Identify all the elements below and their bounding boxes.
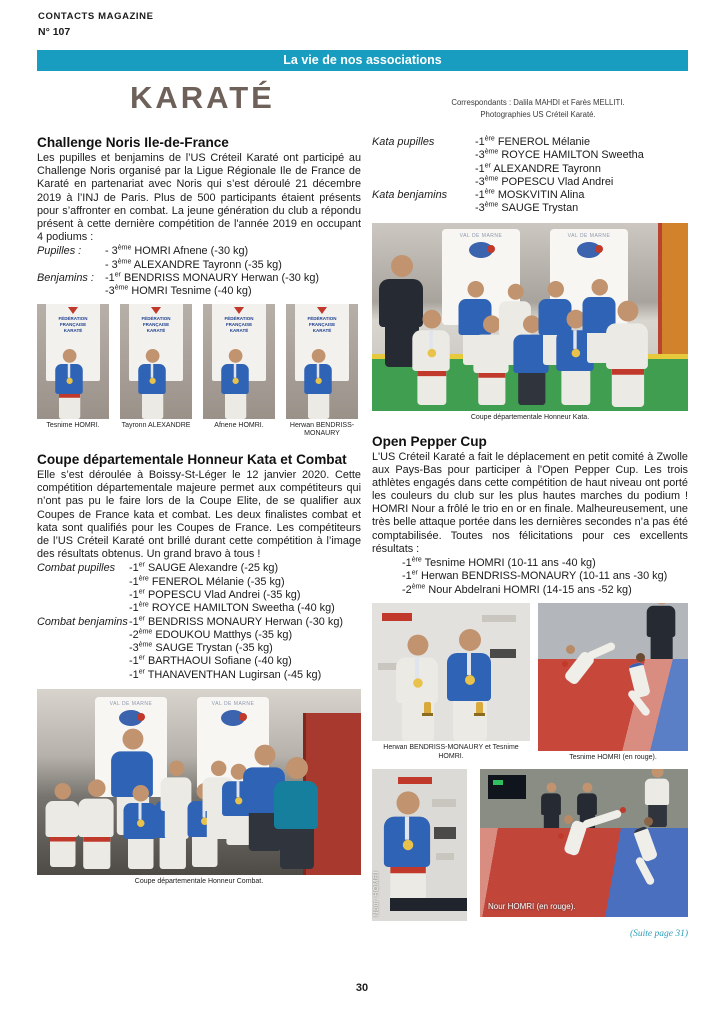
result-entry: -1er BENDRISS MONAURY Herwan (-30 kg) (105, 271, 320, 284)
result-entry: -1er POPESCU Vlad Andrei (-35 kg) (129, 588, 301, 601)
result-entry: -1er BENDRISS MONAURY Herwan (-30 kg) (129, 614, 344, 628)
person-figure (606, 300, 648, 406)
val-de-marne-text: VAL DE MARNE (109, 700, 153, 707)
result-entry: -1ère MOSKVITIN Alina (475, 188, 585, 202)
podium-photo-tesnime (37, 304, 109, 419)
sponsor-tag (382, 613, 412, 621)
result-entry: -2ème EDOUKOU Matthys (-35 kg) (129, 628, 293, 641)
photo-caption: Herwan BENDRISS-MONAURY et Tesnime HOMRI. (383, 743, 519, 760)
result-entry: -3ème SAUGE Trystan (-35 kg) (129, 641, 273, 655)
correspondents (388, 97, 688, 120)
federation-banner-text: FÉDÉRATION FRANÇAISE KARATÉ (224, 315, 254, 333)
person-figure (412, 310, 449, 405)
val-de-marne-logo-icon (469, 242, 493, 258)
val-de-marne-logo-icon (577, 242, 601, 258)
article-heading-pepper: Open Pepper Cup (372, 433, 487, 449)
val-de-marne-logo-icon (119, 710, 143, 726)
person-figure (447, 629, 491, 741)
pepper-figure-1 (372, 603, 530, 762)
photo-caption: Tesnime HOMRI (en rouge). (569, 753, 657, 761)
result-category: Benjamins : (37, 271, 94, 284)
continuation-note: (Suite page 31) (629, 928, 688, 939)
result-entry: - 3ème HOMRI Afnene (-30 kg) (105, 244, 249, 258)
pepper-photo-row (372, 603, 688, 763)
federation-logo-icon (68, 307, 78, 314)
magazine-name: CONTACTS MAGAZINE (38, 11, 154, 22)
result-category: Kata pupilles (372, 136, 435, 148)
result-category: Pupilles : (37, 245, 82, 258)
person-figure (46, 783, 79, 867)
action-photo-nour (480, 769, 688, 917)
result-row (37, 576, 361, 589)
result-category (372, 163, 475, 176)
result-category (37, 589, 129, 602)
result-entry: -1ère Tesnime HOMRI (10-11 ans -40 kg) (402, 556, 596, 570)
photo-caption: Coupe départementale Honneur Combat. (134, 877, 264, 885)
result-row (37, 629, 361, 642)
result-row (37, 669, 361, 682)
result-category (37, 669, 129, 682)
person-figure (396, 635, 438, 741)
results-coupe-kata (372, 136, 688, 216)
result-category (37, 655, 129, 668)
fighter-head (636, 653, 645, 662)
result-row (372, 176, 688, 189)
podium-figure (120, 304, 192, 440)
person-figure (55, 349, 83, 419)
val-de-marne-text: VAL DE MARNE (567, 232, 611, 239)
result-entry: -1er Herwan BENDRISS-MONAURY (10-11 ans -30 kg) (402, 569, 668, 583)
result-row (372, 584, 688, 597)
result-category (37, 602, 129, 615)
photo-caption: Tayronn ALEXANDRE (121, 421, 191, 429)
person-figure (274, 757, 318, 869)
masthead-block (38, 11, 154, 38)
section-banner (37, 50, 688, 71)
podium-figure (203, 304, 275, 440)
podium-figure (286, 304, 358, 440)
person-figure (124, 785, 157, 869)
result-category (37, 576, 129, 589)
red-mitt-icon (558, 833, 564, 839)
trophy-icon (476, 702, 483, 713)
sponsor-band (390, 898, 467, 911)
result-row (37, 589, 361, 602)
federation-logo-icon (151, 307, 161, 314)
result-row (37, 602, 361, 615)
sponsor-tag (490, 649, 516, 658)
result-category (37, 629, 129, 642)
correspondents-line2: Photographies US Créteil Karaté. (480, 109, 596, 119)
result-row (37, 655, 361, 668)
right-column (372, 135, 688, 939)
article-body-pepper: L'US Créteil Karaté a fait le déplacement en petit comité à Zwolle aux Pays-Bas pour participer à l'Open Pepper Cup. Les trois athlètes engagés dans cette compétition de haut niveau ont porté les couleurs du club sur les plus hautes marches du podium ! HOMRI Nour a frôlé le trio en or en finale. Malheureusement, une très belle attaque portée dans les dernières secondes n’a pas été comptabilisée. Toutes nos félicitations pour ces excellents résultats : (372, 450, 688, 555)
val-de-marne-text: VAL DE MARNE (211, 700, 255, 707)
result-entry: -1er BARTHAOUI Sofiane (-40 kg) (129, 654, 292, 668)
federation-logo-icon (234, 307, 244, 314)
person-figure (304, 349, 332, 419)
person-figure (78, 779, 113, 869)
result-entry: -1er THANAVENTHAN Lugirsan (-45 kg) (129, 668, 322, 681)
result-row (37, 259, 361, 272)
article-heading-challenge-noris: Challenge Noris Ile-de-France (37, 135, 229, 150)
person-figure (384, 791, 430, 909)
pepper-figure-2 (538, 603, 688, 763)
result-entry: -3ème HOMRI Tesnime (-40 kg) (105, 284, 252, 298)
podium-photo-afnene (203, 304, 275, 419)
result-row (372, 189, 688, 202)
sponsor-tag (432, 799, 456, 807)
result-row (372, 136, 688, 149)
result-entry: -3ème ROYCE HAMILTON Sweetha (475, 148, 644, 162)
trophy-photo (372, 603, 530, 741)
red-mitt-icon (562, 661, 568, 667)
result-entry: -3ème POPESCU Vlad Andrei (475, 175, 614, 188)
vertical-photo-caption: Nour HOMRI (373, 871, 380, 917)
photo-caption: Afnene HOMRI. (214, 421, 264, 429)
person-figure (138, 349, 166, 419)
result-row (372, 202, 688, 215)
result-row (37, 562, 361, 575)
group-photo-kata (372, 223, 688, 411)
results-challenge-noris (37, 245, 361, 298)
red-mitt-icon (620, 807, 626, 813)
sponsor-tag (436, 853, 454, 860)
result-entry: -1ère FENEROL Mélanie (-35 kg) (129, 574, 285, 588)
podium-figure (37, 304, 109, 440)
result-entry: -1er ALEXANDRE Tayronn (475, 161, 601, 175)
article-heading-coupe: Coupe départementale Honneur Kata et Combat (37, 452, 347, 467)
overlay-photo-caption: Nour HOMRI (en rouge). (488, 901, 576, 911)
result-category (372, 176, 475, 189)
result-category: Combat pupilles (37, 562, 116, 575)
result-row (37, 642, 361, 655)
results-coupe-combat (37, 562, 361, 682)
sponsor-tag (482, 615, 516, 622)
result-row (37, 616, 361, 629)
result-category (37, 285, 105, 298)
result-category (372, 202, 475, 215)
fighter-head (566, 645, 575, 654)
issue-number: N° 107 (38, 26, 71, 38)
result-row (37, 245, 361, 258)
result-category: Kata benjamins (372, 189, 448, 202)
result-entry: -1ère ROYCE HAMILTON Sweetha (-40 kg) (129, 601, 335, 615)
federation-banner-text: FÉDÉRATION FRANÇAISE KARATÉ (307, 315, 337, 333)
result-entry: -2ème Nour Abdelrani HOMRI (14-15 ans -52 kg) (402, 583, 632, 596)
article-body-challenge-noris: Les pupilles et benjamins de l’US Créteil Karaté ont participé au Challenge Noris organisé par la Ligue Régionale Ile de France de Karaté en partenariat avec Noris qui s’est déroulé 21 décembre 2019 à l’INJ de Paris. Plus de 500 participants étaient présents pour s’affronter en combat. La jeune génération du club a répondu présent à cette dernière compétition de l'année 2019 en occupant 4 podiums : (37, 152, 361, 244)
result-row (37, 272, 361, 285)
result-entry: -3ème SAUGE Trystan (475, 201, 579, 215)
fighter-leg (586, 641, 617, 661)
tatami-floor (538, 659, 688, 751)
photo-caption: Herwan BENDRISS-MONAURY (289, 421, 355, 438)
photo-caption: Tesnime HOMRI. (46, 421, 100, 429)
podium-photo-herwan (286, 304, 358, 419)
fighter-head (644, 817, 653, 826)
result-row (372, 557, 688, 570)
page-title: KARATÉ (130, 80, 275, 115)
federation-logo-icon (317, 307, 327, 314)
article-body-coupe: Elle s’est déroulée à Boissy-St-Léger le 12 janvier 2020. Cette compétition départementale majeure permet aux compétiteurs qui n’ont pas pu le faire lors de la Coupe Elite, de se qualifier aux Coupes de France kata et combat. Les deux finalistes combat et kata sont qualifiés pour les Coupes de France. Les compétiteurs de l’US Créteil Karaté ont brillé durant cette compétition à l’image des résultats obtenus. Un grand bravo à tous ! (37, 469, 361, 561)
person-figure (541, 782, 561, 832)
page-number: 30 (355, 982, 369, 994)
results-pepper (372, 557, 688, 597)
podium-photo-strip (37, 304, 361, 440)
person-figure (647, 603, 676, 663)
group-photo-combat (37, 689, 361, 875)
result-row (372, 149, 688, 162)
podium-photo-nour (372, 769, 467, 921)
result-category (372, 149, 475, 162)
section-banner-label: La vie de nos associations (283, 53, 442, 67)
val-de-marne-logo-icon (221, 710, 245, 726)
left-column (37, 135, 361, 887)
sponsor-tag (398, 777, 432, 784)
scoreboard (488, 775, 526, 799)
result-row (372, 163, 688, 176)
person-figure (221, 349, 249, 419)
action-photo-tesnime (538, 603, 688, 751)
correspondents-line1: Correspondants : Dalila MAHDI et Farès MELLITI. (451, 98, 625, 107)
result-category: Combat benjamins (37, 615, 128, 628)
federation-banner-text: FÉDÉRATION FRANÇAISE KARATÉ (141, 315, 171, 333)
federation-banner-text: FÉDÉRATION FRANÇAISE KARATÉ (58, 315, 88, 333)
sponsor-tag (434, 827, 456, 839)
result-entry: - 3ème ALEXANDRE Tayronn (-35 kg) (105, 257, 282, 271)
result-row (372, 570, 688, 583)
result-entry: -1ère FENEROL Mélanie (475, 135, 591, 148)
result-category (37, 642, 129, 655)
photo-caption: Coupe départementale Honneur Kata. (470, 413, 590, 421)
result-row (37, 285, 361, 298)
result-category (37, 259, 105, 272)
trophy-icon (424, 702, 431, 713)
result-entry: -1er SAUGE Alexandre (-25 kg) (129, 561, 279, 575)
val-de-marne-text: VAL DE MARNE (459, 232, 503, 239)
podium-photo-tayronn (120, 304, 192, 419)
bottom-photo-row (372, 769, 688, 921)
